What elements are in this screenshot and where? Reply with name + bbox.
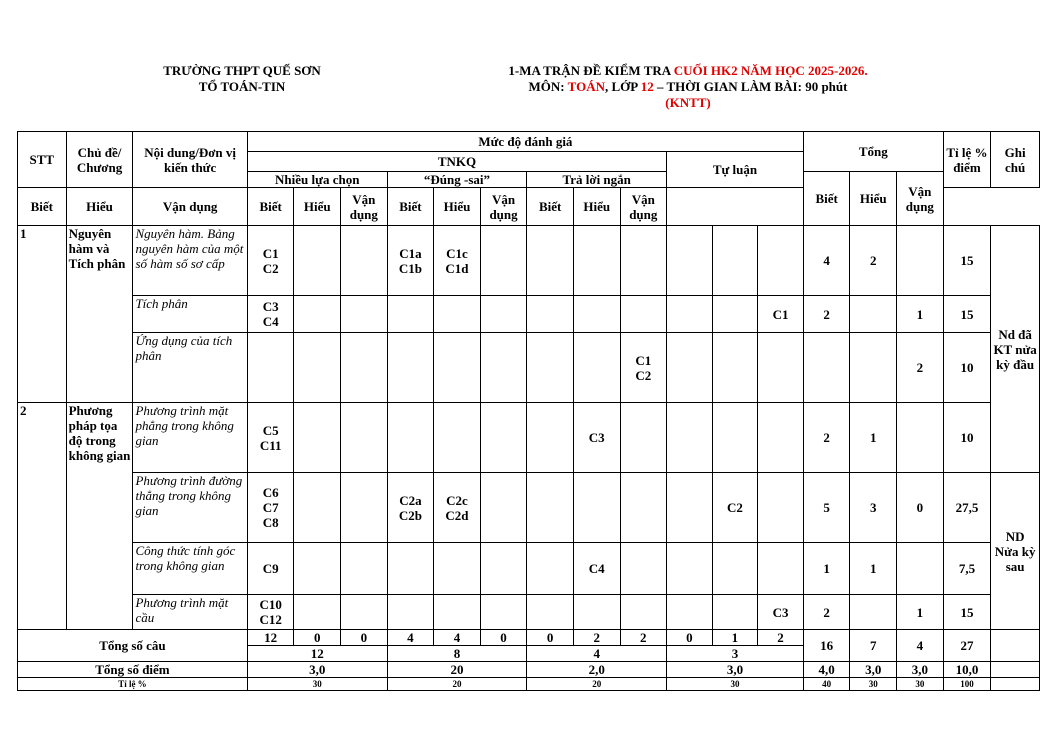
unit-name: Công thức tính góc trong không gian	[133, 543, 247, 595]
header-essay: Tự luận	[667, 152, 804, 188]
total-points-type: 20	[387, 662, 527, 678]
total-questions-level: 0	[341, 630, 388, 646]
question-cell: C6 C7 C8	[247, 473, 294, 543]
total-cell: 2	[803, 403, 850, 473]
question-cell: C3	[573, 403, 620, 473]
total-questions-level: 0	[527, 630, 574, 646]
question-cell: C2a C2b	[387, 473, 434, 543]
total-points-sum: 3,0	[897, 662, 944, 678]
question-cell: C4	[573, 543, 620, 595]
header-short-understand: Hiểu	[434, 188, 481, 226]
question-cell: C10 C12	[247, 595, 294, 630]
question-cell	[527, 333, 574, 403]
question-cell: C1	[758, 296, 804, 333]
question-cell: C1a C1b	[387, 226, 434, 296]
header-multiple-choice: Nhiều lựa chọn	[247, 172, 387, 188]
question-cell	[667, 473, 713, 543]
subject-name: TOÁN	[567, 79, 605, 94]
question-cell	[667, 296, 713, 333]
department-name: TỔ TOÁN-TIN	[198, 79, 286, 94]
question-cell	[573, 595, 620, 630]
question-cell	[341, 226, 388, 296]
question-cell	[712, 296, 758, 333]
total-points-label: Tổng số điểm	[18, 662, 248, 678]
question-cell	[667, 333, 713, 403]
question-cell	[480, 296, 527, 333]
total-cell	[897, 403, 944, 473]
exam-subject-line	[440, 79, 936, 95]
question-cell	[712, 595, 758, 630]
question-cell	[294, 473, 341, 543]
header-short-apply: Vận dụng	[480, 188, 527, 226]
total-questions-type: 12	[247, 646, 387, 662]
question-cell	[667, 226, 713, 296]
table-row	[18, 403, 1040, 473]
total-questions-sum: 4	[897, 630, 944, 662]
total-cell: 1	[897, 296, 944, 333]
question-cell	[434, 403, 481, 473]
total-questions-level: 4	[434, 630, 481, 646]
question-cell	[667, 403, 713, 473]
question-cell	[341, 473, 388, 543]
question-cell	[620, 296, 667, 333]
question-cell	[712, 403, 758, 473]
question-cell	[434, 333, 481, 403]
header-short-know: Biết	[387, 188, 434, 226]
header-total-know: Biết	[803, 172, 850, 226]
total-cell: 10	[943, 403, 991, 473]
table-row	[18, 296, 1040, 333]
total-cell: 27,5	[943, 473, 991, 543]
total-points-note	[991, 662, 1040, 678]
question-cell	[758, 543, 804, 595]
unit-name: Nguyên hàm. Bảng nguyên hàm của một số hàm số sơ cấp	[133, 226, 247, 296]
total-cell: 1	[897, 595, 944, 630]
total-points-sum: 3,0	[850, 662, 897, 678]
question-cell	[620, 226, 667, 296]
total-cell: 1	[850, 403, 897, 473]
question-cell: C5 C11	[247, 403, 294, 473]
total-cell: 2	[803, 595, 850, 630]
header-unit: Nội dung/Đơn vị kiến thức	[133, 132, 247, 188]
total-cell: 7,5	[943, 543, 991, 595]
total-points-type: 3,0	[667, 662, 804, 678]
question-cell	[758, 403, 804, 473]
group-stt: 1	[18, 226, 67, 403]
question-cell	[294, 296, 341, 333]
total-ratio-sum: 30	[850, 678, 897, 691]
question-cell	[758, 473, 804, 543]
question-cell	[434, 595, 481, 630]
total-ratio-type: 30	[667, 678, 804, 691]
unit-name: Tích phân	[133, 296, 247, 333]
total-questions-note	[991, 630, 1040, 662]
question-cell	[667, 543, 713, 595]
total-questions-label: Tổng số câu	[18, 630, 248, 662]
question-cell	[341, 333, 388, 403]
header-total-understand: Hiểu	[850, 172, 897, 226]
question-cell	[341, 296, 388, 333]
question-cell	[573, 296, 620, 333]
question-cell	[387, 403, 434, 473]
total-questions-type: 4	[527, 646, 667, 662]
total-ratio-note	[991, 678, 1040, 691]
question-cell	[758, 226, 804, 296]
total-cell	[850, 595, 897, 630]
total-cell: 15	[943, 595, 991, 630]
total-points-type: 3,0	[247, 662, 387, 678]
school-header	[120, 63, 364, 95]
question-cell	[480, 473, 527, 543]
total-questions-sum: 7	[850, 630, 897, 662]
question-cell	[341, 403, 388, 473]
table-row	[18, 595, 1040, 630]
question-cell: C2	[712, 473, 758, 543]
school-name: TRƯỜNG THPT QUẾ SƠN	[163, 63, 321, 78]
question-cell	[527, 473, 574, 543]
question-cell	[294, 595, 341, 630]
question-cell: C9	[247, 543, 294, 595]
total-questions-level: 1	[712, 630, 758, 646]
group-stt: 2	[18, 403, 67, 630]
header-mcq-know: Biết	[18, 188, 67, 226]
question-cell	[527, 595, 574, 630]
total-cell: 10	[943, 333, 991, 403]
total-cell: 5	[803, 473, 850, 543]
question-cell	[620, 473, 667, 543]
textbook-edition: (KNTT)	[665, 95, 711, 110]
header-essay-apply: Vận dụng	[620, 188, 667, 226]
question-cell	[480, 543, 527, 595]
total-cell: 1	[850, 543, 897, 595]
question-cell: C3	[758, 595, 804, 630]
total-cell: 1	[803, 543, 850, 595]
subject-prefix: MÔN:	[528, 79, 568, 94]
header-total: Tổng	[803, 132, 943, 172]
question-cell	[480, 595, 527, 630]
question-cell	[341, 595, 388, 630]
unit-name: Phương trình mặt cầu	[133, 595, 247, 630]
total-questions-type: 8	[387, 646, 527, 662]
question-cell: C1 C2	[620, 333, 667, 403]
total-questions-sum: 16	[803, 630, 850, 662]
question-cell	[620, 403, 667, 473]
note-second-half: ND Nửa kỳ sau	[991, 473, 1040, 630]
total-questions-level: 0	[294, 630, 341, 646]
question-cell	[758, 333, 804, 403]
exam-title-block	[440, 63, 936, 111]
question-cell: C1 C2	[247, 226, 294, 296]
question-cell	[712, 543, 758, 595]
header-ratio: Tỉ lệ % điểm	[943, 132, 991, 188]
question-cell	[480, 226, 527, 296]
total-questions-level: 12	[247, 630, 294, 646]
total-cell	[897, 226, 944, 296]
total-ratio-label: Tỉ lệ %	[18, 678, 248, 691]
exam-title	[440, 63, 936, 79]
total-cell: 0	[897, 473, 944, 543]
exam-duration: – THỜI GIAN LÀM BÀI: 90 phút	[653, 79, 848, 94]
header-tf-understand: Hiểu	[294, 188, 341, 226]
header-essay-understand: Hiểu	[573, 188, 620, 226]
grade-prefix: , LỚP	[604, 79, 641, 94]
question-cell	[341, 543, 388, 595]
question-cell	[573, 333, 620, 403]
header-short-answer: Trả lời ngắn	[527, 172, 667, 188]
question-cell	[527, 296, 574, 333]
unit-name: Phương trình mặt phẳng trong không gian	[133, 403, 247, 473]
header-tf-know: Biết	[247, 188, 294, 226]
total-ratio-sum: 30	[897, 678, 944, 691]
total-cell: 15	[943, 296, 991, 333]
header-tnkq: TNKQ	[247, 152, 666, 172]
total-cell	[850, 333, 897, 403]
question-cell	[620, 543, 667, 595]
total-ratio-sum: 100	[943, 678, 991, 691]
question-cell	[527, 226, 574, 296]
total-ratio-type: 20	[387, 678, 527, 691]
question-cell	[387, 595, 434, 630]
assessment-matrix-table	[17, 131, 1040, 691]
question-cell	[387, 543, 434, 595]
question-cell: C1c C1d	[434, 226, 481, 296]
total-questions-type: 3	[667, 646, 804, 662]
total-cell: 4	[803, 226, 850, 296]
total-questions-level: 2	[758, 630, 804, 646]
total-points-sum: 10,0	[943, 662, 991, 678]
total-cell	[803, 333, 850, 403]
title-prefix: 1-MA TRẬN ĐỀ KIỂM TRA	[508, 63, 674, 78]
total-cell: 2	[803, 296, 850, 333]
group-topic: Nguyên hàm và Tích phân	[66, 226, 133, 403]
question-cell	[480, 333, 527, 403]
question-cell	[712, 226, 758, 296]
total-cell	[850, 296, 897, 333]
note-first-half: Nd đã KT nửa kỳ đầu	[991, 226, 1040, 473]
header-tf-apply: Vận dụng	[341, 188, 388, 226]
header-total-apply: Vận dụng	[897, 172, 944, 226]
question-cell	[620, 595, 667, 630]
question-cell	[434, 296, 481, 333]
total-cell: 2	[850, 226, 897, 296]
question-cell	[480, 403, 527, 473]
question-cell	[573, 473, 620, 543]
total-questions-level: 0	[480, 630, 527, 646]
total-cell: 3	[850, 473, 897, 543]
question-cell	[667, 595, 713, 630]
total-points-sum: 4,0	[803, 662, 850, 678]
question-cell	[247, 333, 294, 403]
total-questions-level: 4	[387, 630, 434, 646]
table-row	[18, 473, 1040, 543]
question-cell: C2c C2d	[434, 473, 481, 543]
total-points-type: 2,0	[527, 662, 667, 678]
unit-name: Phương trình đường thẳng trong không gian	[133, 473, 247, 543]
question-cell	[294, 403, 341, 473]
header-topic: Chủ đề/ Chương	[66, 132, 133, 188]
total-ratio-sum: 40	[803, 678, 850, 691]
table-row	[18, 333, 1040, 403]
total-questions-level: 2	[573, 630, 620, 646]
total-ratio-type: 20	[527, 678, 667, 691]
total-ratio-type: 30	[247, 678, 387, 691]
total-cell	[897, 543, 944, 595]
question-cell	[294, 543, 341, 595]
header-assessment-level: Mức độ đánh giá	[247, 132, 803, 152]
question-cell	[434, 543, 481, 595]
question-cell	[573, 226, 620, 296]
header-stt: STT	[18, 132, 67, 188]
question-cell	[294, 333, 341, 403]
group-topic: Phương pháp tọa độ trong không gian	[66, 403, 133, 630]
total-cell: 15	[943, 226, 991, 296]
total-questions-sum: 27	[943, 630, 991, 662]
question-cell	[387, 296, 434, 333]
question-cell	[387, 333, 434, 403]
total-questions-level: 2	[620, 630, 667, 646]
header-essay-know: Biết	[527, 188, 574, 226]
question-cell	[527, 403, 574, 473]
unit-name: Ứng dụng của tích phân	[133, 333, 247, 403]
total-questions-level: 0	[667, 630, 713, 646]
question-cell	[712, 333, 758, 403]
question-cell	[527, 543, 574, 595]
header-true-false: “Đúng -sai”	[387, 172, 527, 188]
grade-number: 12	[640, 79, 654, 94]
header-mcq-apply: Vận dụng	[133, 188, 247, 226]
header-note: Ghi chú	[991, 132, 1040, 188]
title-term: CUỐI HK2 NĂM HỌC 2025-2026.	[673, 63, 868, 78]
total-cell: 2	[897, 333, 944, 403]
question-cell: C3 C4	[247, 296, 294, 333]
table-row	[18, 226, 1040, 296]
table-row	[18, 543, 1040, 595]
question-cell	[294, 226, 341, 296]
header-mcq-understand: Hiểu	[66, 188, 133, 226]
